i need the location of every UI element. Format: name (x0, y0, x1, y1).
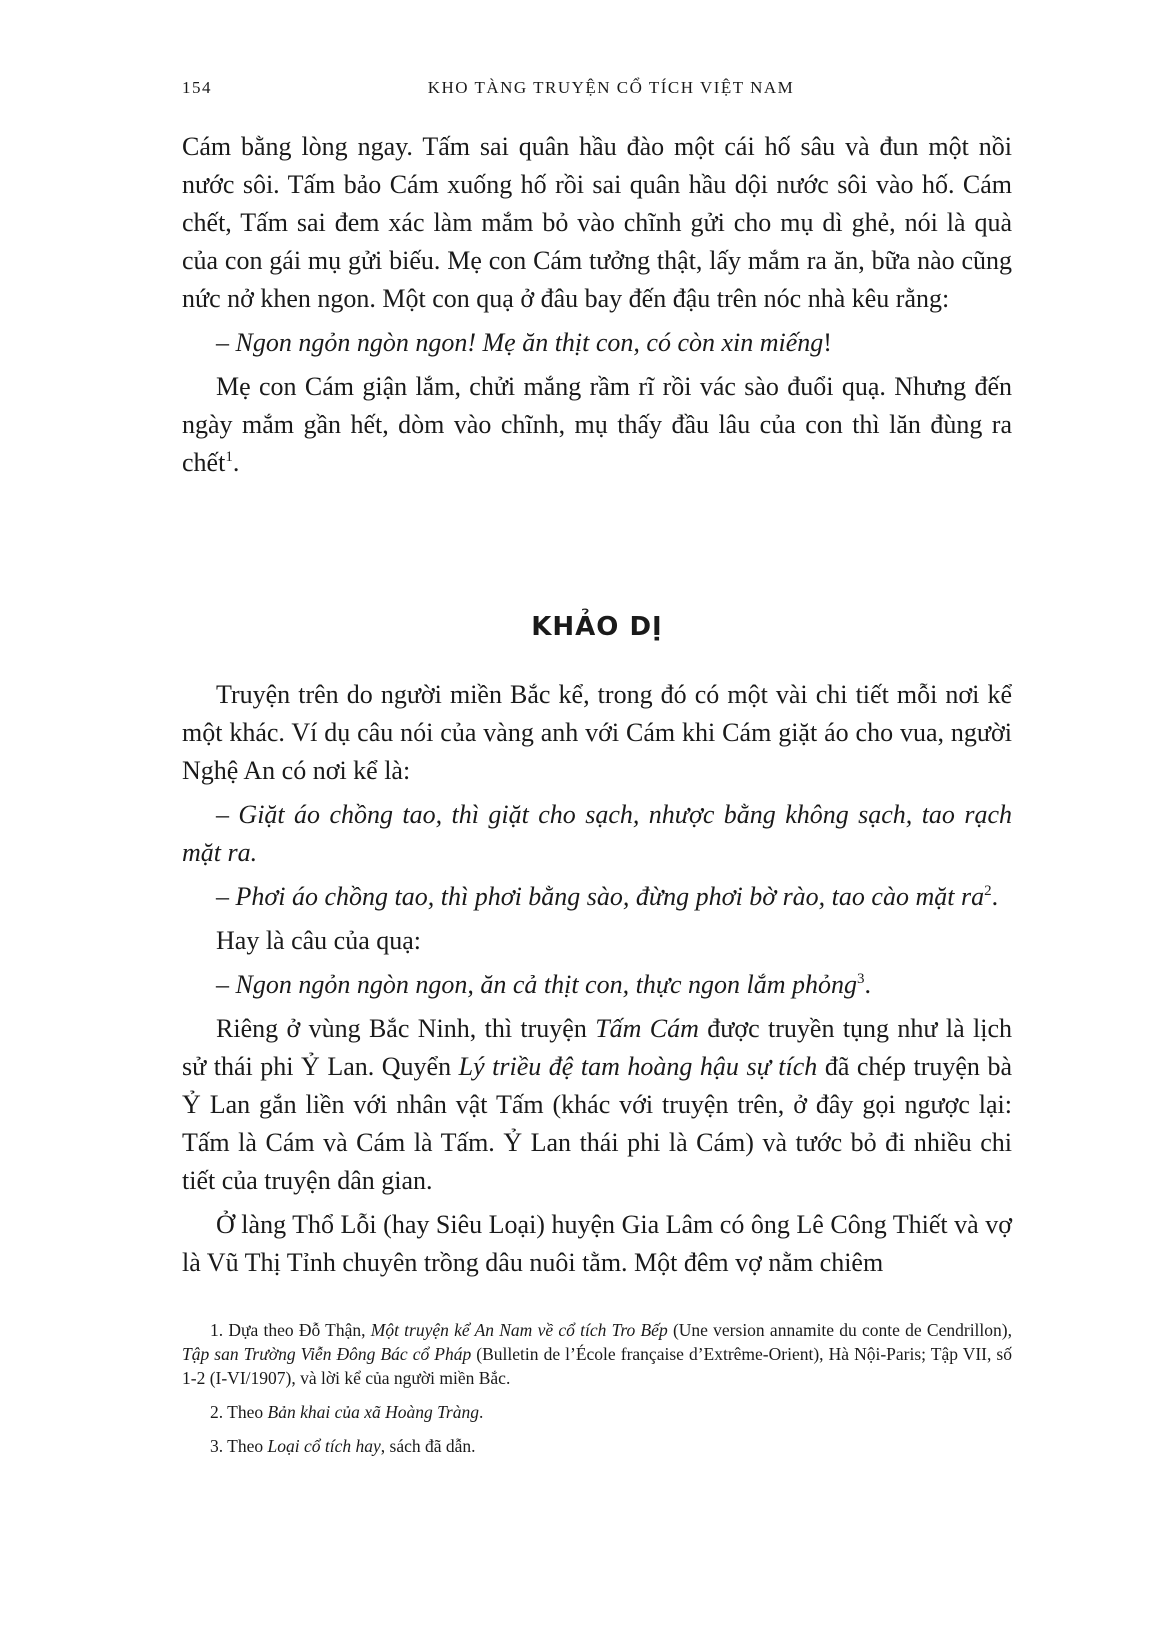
story-ending (182, 128, 1012, 488)
crow-quote-end: ! (823, 328, 832, 357)
variant-quote-3-end: . (864, 970, 872, 999)
footnote-1-title: Một truyện kể An Nam về cổ tích Tro Bếp (370, 1320, 668, 1340)
footnote-3-text-a: 3. Theo (210, 1436, 268, 1456)
footnote-2-text-b: . (478, 1402, 484, 1422)
bacninh-text-3: đã chép truyện bà Ỷ Lan gắn liền với nhân vật Tấm (khác với truyện trên, ở đây gọi ngược lại: Tấm là Cám và Cám là Tấm. Ỷ Lan thái phi là Cám) và tước bỏ đi nhiều chi tiết của truyện dân gian. (182, 1052, 1012, 1195)
variant-quote-3 (182, 966, 1012, 1004)
variant-quote-2-text: Phơi áo chồng tao, thì phơi bằng sào, đừng phơi bờ rào, tao cào mặt ra (235, 882, 985, 911)
story-paragraph-end: . (232, 448, 240, 477)
footnote-1-text-b: (Une version annamite du conte de Cendrillon), (667, 1320, 1012, 1340)
footnotes (182, 1318, 1012, 1468)
story-title-italic: Tấm Cám (595, 1014, 699, 1043)
footnote-2-title: Bản khai của xã Hoàng Tràng (267, 1402, 479, 1422)
footnote-ref-2[interactable]: 2 (984, 883, 992, 899)
footnote-1-text-c: (Bulletin de l’École française d’Extrême-Orient), Hà Nội-Paris; Tập VII, số 1-2 (I-VI/1907), và lời kể của người miền Bắc. (182, 1344, 1012, 1388)
book-title-italic: Lý triều đệ tam hoàng hậu sự tích (458, 1052, 818, 1081)
quote-dash: – (216, 800, 239, 829)
quote-dash: – (216, 328, 236, 357)
variants-intro: Truyện trên do người miền Bắc kể, trong đó có một vài chi tiết mỗi nơi kể một khác. Ví dụ câu nói của vàng anh với Cám khi Cám giặt áo cho vua, người Nghệ An có nơi kể là: (182, 680, 1012, 785)
bacninh-text-2: được truyền tụng như là lịch sử thái phi Ỷ Lan. Quyển (182, 1014, 1012, 1081)
quote-dash: – (216, 970, 236, 999)
bacninh-text-1: Riêng ở vùng Bắc Ninh, thì truyện (216, 1014, 596, 1043)
variant-quote-1-text: Giặt áo chồng tao, thì giặt cho sạch, nhược bằng không sạch, tao rạch mặt ra. (182, 800, 1013, 867)
footnote-1-journal: Tập san Trường Viễn Đông Bác cổ Pháp (182, 1344, 472, 1364)
footnote-1 (182, 1318, 1012, 1390)
footnote-ref-3[interactable]: 3 (857, 971, 865, 987)
page-number: 154 (182, 78, 212, 97)
running-header (182, 78, 1012, 108)
variant-quote-1 (182, 796, 1012, 872)
story-paragraph-text: Mẹ con Cám giận lắm, chửi mắng rầm rĩ rồi vác sào đuổi quạ. Nhưng đến ngày mắm gần hết, dòm vào chĩnh, mụ thấy đầu lâu của con thì lăn đùng ra chết (182, 372, 1012, 477)
crow-quote (182, 324, 1012, 362)
crow-quote-text: Ngon ngỏn ngòn ngon! Mẹ ăn thịt con, có còn xin miếng (235, 328, 824, 357)
story-paragraph: Cám bằng lòng ngay. Tấm sai quân hầu đào một cái hố sâu và đun một nồi nước sôi. Tấm bảo Cám xuống hố rồi sai quân hầu dội nước sôi vào hố. Cám chết, Tấm sai đem xác làm mắm bỏ vào chĩnh gửi cho mụ dì ghẻ, nói là quà của con gái mụ gửi biếu. Mẹ con Cám tưởng thật, lấy mắm ra ăn, bữa nào cũng nức nở khen ngon. Một con quạ ở đâu bay đến đậu trên nóc nhà kêu rằng: (182, 132, 1012, 313)
variant-quote-3-text: Ngon ngỏn ngòn ngon, ăn cả thịt con, thực ngon lắm phỏng (235, 970, 858, 999)
book-title: KHO TÀNG TRUYỆN CỔ TÍCH VIỆT NAM (427, 78, 795, 97)
bacninh-paragraph (182, 1010, 1012, 1200)
footnote-1-text-a: 1. Dựa theo Đỗ Thận, (210, 1320, 371, 1340)
footnote-3-title: Loại cổ tích hay (267, 1436, 381, 1456)
footnote-2 (182, 1400, 1012, 1424)
crow-variant-intro: Hay là câu của quạ: (216, 926, 422, 955)
variant-quote-2-end: . (991, 882, 999, 911)
village-paragraph: Ở làng Thổ Lỗi (hay Siêu Loại) huyện Gia Lâm có ông Lê Công Thiết và vợ là Vũ Thị Tỉnh chuyên trồng dâu nuôi tằm. Một đêm vợ nằm chiêm (182, 1210, 1012, 1277)
footnote-2-text-a: 2. Theo (210, 1402, 268, 1422)
variant-quote-2 (182, 878, 1012, 916)
variants-section (182, 676, 1012, 1282)
footnote-3-text-b: , sách đã dẫn. (380, 1436, 476, 1456)
story-paragraph (182, 368, 1012, 482)
footnote-3 (182, 1434, 1012, 1458)
quote-dash: – (216, 882, 236, 911)
section-heading: KHẢO DỊ (531, 612, 663, 642)
footnote-ref-1[interactable]: 1 (225, 449, 233, 465)
